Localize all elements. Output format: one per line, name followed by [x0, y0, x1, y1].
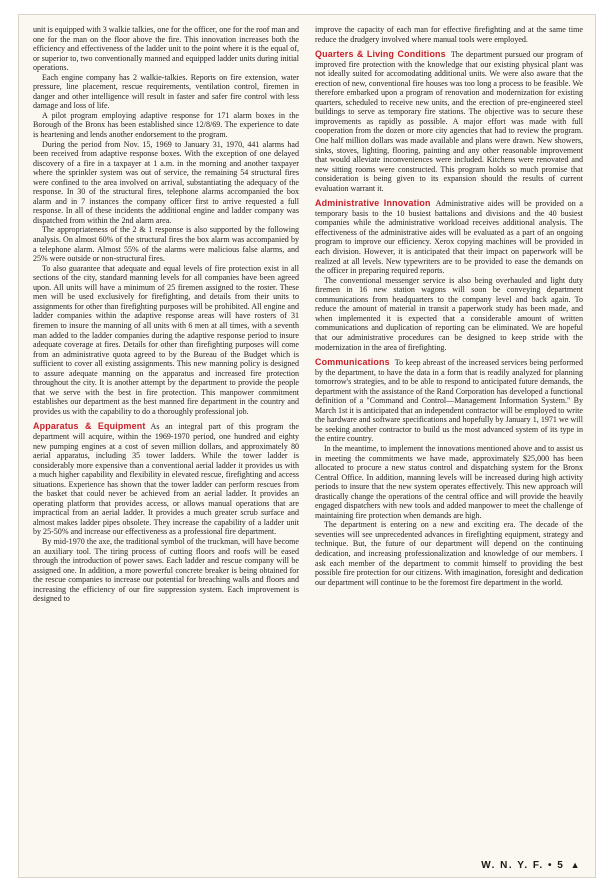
- paragraph-manning-levels: To also guarantee that adequate and equal levels of fire protection exist in all sections of the city, standard manning levels for all companies have been agreed upon. All units will have a minimum of 25 firemen assigned to the roster. These men will be used exclusively for firefighting, and details from their units to assignments for other than firefighting purposes will be prohibited. All engine and ladder companies within the adaptive response areas will have rosters of 31 firemen to insure the manning of all units with 6 men at all times, with a seventh man added to the ladder companies during the adaptive response period to insure adequate coverage at fires. Details for other than firefighting purposes will come from an administrative quota agreed to by the Bureau of the Budget which is sufficient to cover all existing assignments. This new manning policy is designed to assure adequate manning on the apparatus and increased fire protection throughout the city. It is another attempt by the department to provide the people that we serve with the best in fire protection. This manpower commitment establishes our department as the best manned fire department in the country and provides us with the capability to do a thoroughly professional job.: [33, 263, 299, 416]
- communications-text: To keep abreast of the increased services being performed by the department, to have the data in a form that is readily analyzed for planning tomorrow's strategies, and to be able to respond to anticipated future demands, the department with the assistance of the Rand Corporation has developed a functional definition of a "Command and Control—Management Information System." By March 1st it is anticipated that an independent contractor will be employed to write the hardware and software specifications and hopefully by January 1, 1971 we will be seeking another contractor to build us the most advanced system of its type in the entire country.: [315, 358, 583, 444]
- heading-apparatus-equipment: Apparatus & Equipment: [33, 421, 146, 432]
- page-number: 5: [557, 860, 565, 871]
- administrative-text: Administrative aides will be provided on a temporary basis to the 10 busiest battalions and divisions and the 40 busiest companies while the administrative workload receives additional analysis. The effectiveness of the administrative aides will be evaluated as a part of an ongoing program to improve our efficiency. Xerox copying machines will be provided in each division. However, it is anticipated that their impact on paperwork will be realized at all levels. New typewriters are to be provided to ease the demands on the officer in preparing required reports.: [315, 199, 583, 276]
- section-administrative: [315, 199, 583, 275]
- paragraph-pilot-program: A pilot program employing adaptive response for 171 alarm boxes in the Borough of the Bronx has been established since 12/8/69. The experience to date is heartening and lends another endorsement to the program.: [33, 110, 299, 140]
- paragraph-meantime: In the meantime, to implement the innovations mentioned above and to assist us in meeting the commitments we have made, approximately $25,000 has been allocated to procure a new status control and dispatching system for the Bronx Central Office. In addition, manning levels will be increased during high activity periods to insure that the new system operates effectively. This new approach will drastically change the operations of the central office and will provide the heavily engaged dispatchers with new tools and added manpower to meet the challenge of maintaining fire protection when demands are high.: [315, 443, 583, 520]
- section-communications: [315, 358, 583, 444]
- heading-administrative-innovation: Administrative Innovation: [315, 198, 431, 209]
- paragraph-walkie-talkies: unit is equipped with 3 walkie talkies, one for the officer, one for the roof man and one for the man on the floor above the fire. This innovation increases both the efficiency and effectiveness of the ladder unit to the point where it is the equal of, or superior to, two conventionally manned and equipped ladder units during initial operations.: [33, 25, 299, 73]
- heading-communications: Communications: [315, 357, 390, 368]
- paragraph-capacity: improve the capacity of each man for effective firefighting and at the same time reduce the drudgery involved where manual tools were employed.: [315, 25, 583, 44]
- magazine-page: [18, 14, 596, 878]
- left-column: [33, 25, 299, 604]
- paragraph-axe-power-saws: By mid-1970 the axe, the traditional symbol of the truckman, will have become an auxiliary tool. The tiring process of cutting floors and roofs will be eased through the introduction of power saws. Each ladder and rescue company will be assigned one. In addition, a more powerful concrete breaker is being obtained for the rescue companies to increase our potential for breaching walls and floors and increasing the efficiency of our fire suppression system. Each improvement is designed to: [33, 536, 299, 604]
- section-quarters: [315, 50, 583, 193]
- paragraph-messenger-service: The conventional messenger service is also being overhauled and light duty firemen in 16 new station wagons will soon be conveying department communications from headquarters to the company level and back again. To reduce the amount of material in transit a paperwork study has been made, and when implemented it is expected that a considerable amount of written communications and duplication of reporting can be eliminated. We are hopeful that our administrative procedures can be designed to keep stride with the modernization in the area of firefighting.: [315, 275, 583, 352]
- end-mark-triangle-icon: ▲: [570, 860, 581, 870]
- apparatus-text: As an integral part of this program the department will acquire, within the 1969-1970 period, one hundred and eighty new pumping engines at a cost of seven million dollars, and approximately 80 aerial apparatus, including 35 tower ladders. While the tower ladder is considerably more expensive than a conventional aerial ladder it provides us with a much higher capability and flexibility in elevated rescue, firefighting and access situations. Experience has shown that the tower ladder can perform rescues from the basket that could never be achieved from an aerial ladder. It provides an operating platform that provides access, or allows manual operations that are impractical from an aerial ladder. It provides a much greater scrub surface and almost makes ladder pipes obsolete. They increase the capability of a ladder unit by 25-50% and increase our effectiveness as a professional fire department.: [33, 422, 299, 537]
- heading-quarters-living: Quarters & Living Conditions: [315, 49, 446, 60]
- paragraph-alarm-period: During the period from Nov. 15, 1969 to January 31, 1970, 441 alarms had been received from adaptive response boxes. With the exception of one delayed discovery of a fire in a taxpayer at 1 a.m. in the morning and another taxpayer where the sprinkler system was out of service, the remaining 54 structural fires were confined to the area involved on arrival, substantiating the adequacy of the response. In 30 of the structural fires, telephone alarms accompanied the box alarm and in 7 instances the company officer first to arrive requested a full response. In all of these incidents the additional engine and ladder company was dispatched from within the 2nd alarm area.: [33, 139, 299, 225]
- paragraph-engine-walkie-talkies: Each engine company has 2 walkie-talkies. Reports on fire extension, water pressure, line placement, rescue requirements, ventilation control, firemen in danger and other intelligence will result in faster and safer fire control with less damage and loss of life.: [33, 72, 299, 111]
- section-apparatus: [33, 422, 299, 537]
- paragraph-response-analysis: The appropriateness of the 2 & 1 response is also supported by the following analysis. On almost 60% of the structural fires the box alarm was accompanied by a telephone alarm. Almost 55% of the alarms were malicious false alarms, and 25% were outside or non-structural fires.: [33, 225, 299, 264]
- right-column: [315, 25, 583, 587]
- paragraph-closing: The department is entering on a new and exciting era. The decade of the seventies will see unprecedented advances in firefighting equipment, strategy and technique. But, the future of our department will depend on the continuing dedication, and increasing professionalization and knowledge of our members. I ask each member of the department to commit himself to providing the best possible fire protection for our citizens. With imagination, foresight and dedication our department will continue to be the foremost fire department in the world.: [315, 520, 583, 587]
- publication-name: W. N. Y. F.: [481, 860, 544, 871]
- footer-separator: •: [547, 860, 553, 871]
- quarters-text: The department pursued our program of improved fire protection with the knowledge that our existing physical plant was not ideally suited for accomodating additional units. We were also aware that the erection of new, conventional fire houses was too long a process to be feasible. We therefore embarked upon a program of renovation and modernization for existing quarters, scheduled to receive new units, and the erection of pre-engineered steel buildings to serve as temporary fire stations. The objective was to secure these improvements as rapidly as possible. A major effort was made with full cooperation from the dozen or more city agencies that had to review the program. One half million dollars was made available and plans were drawn. New showers, sinks, stoves, lighting, flooring, painting and any other reasonable improvement that would alleviate inconveniences were included. Kitchens were renovated and new sitting rooms were constructed. This program holds so much promise that consideration is being given to its expansion should the results of current evaluation warrant it.: [315, 50, 584, 193]
- page-footer: [481, 860, 581, 871]
